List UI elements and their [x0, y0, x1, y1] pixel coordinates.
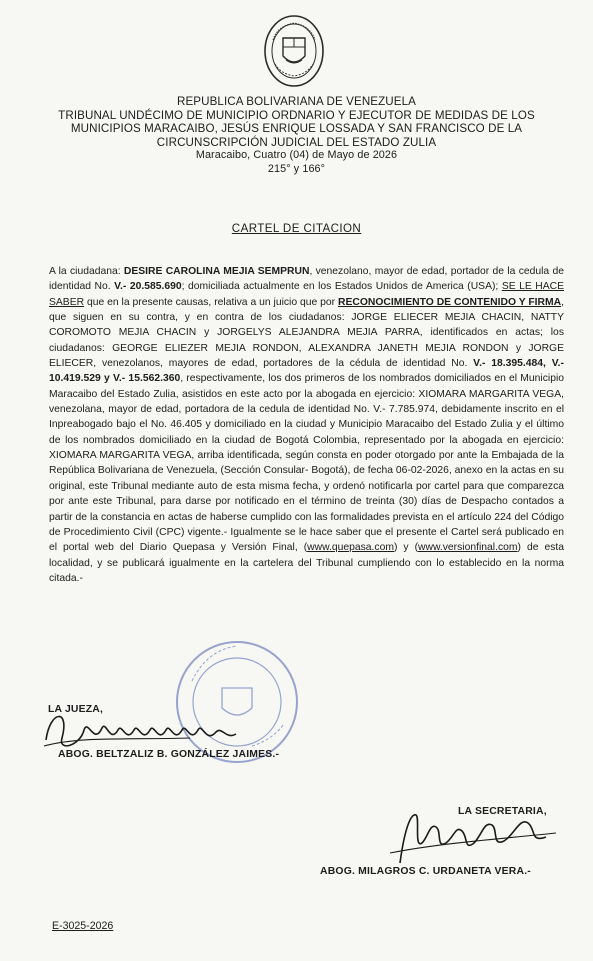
defendant-name: DESIRE CAROLINA MEJIA SEMPRUN — [123, 266, 310, 277]
body-text: , que siguen en su contra, y en contra de los ciudadanos: JORGE ELIECER MEJIA CHACIN, NATTY COROMOTO MEJIA CHACIN y JORGELYS ALEJANDRA MEJIA PARRA, identificados en actas; los ciudadanos: GEORGE ELIEZER MEJIA RONDON, ALEXANDRA JANETH MEJIA RONDON y JORGE ELIECER, venezolanos, mayores de edad, portadores de la cédula de identidad No. — [49, 296, 564, 370]
secretary-name: ABOG. MILAGROS C. URDANETA VERA.- — [320, 866, 531, 877]
body-text: , respectivamente, los dos primeros de los nombrados domiciliados en el Municipio Maracaibo del Estado Zulia, asistidos en este acto por la abogada en ejercicio: XIOMARA MARGARITA VEGA, venezolana, mayor de edad, portadora de la cedula de identidad No. V.- 7.785.974, debidamente inscrito en el Inpreabogado bajo el No. 46.405 y domiciliado en la ciudad y Municipio Maracaibo del Estado Zulia y el último de los nombrados domiciliado en la ciudad de Bogotá Colombia, representado por la abogada en ejercicio: XIOMARA MARGARITA VEGA, arriba identificada, según consta en poder otorgado por ante la Embajada de la República Bolivariana de Venezuela, (Sección Consular- Bogotá), de fecha 06-02-2026, anexo en la actas en su original, este Tribunal mediante auto de esta misma fecha, y ordenó notificarla por cartel para que comparezca por ante este Tribunal, para darse por notificado en el término de treinta (30) días de Despacho contados a partir de la constancia en actas de haberse cumplido con las formalidades prevista en el artículo 224 del Código de Procedimiento Civil (CPC) vigente.- Igualmente se le hace saber que el presente el Cartel será publicado en el portal web del Diario Quepasa y Versión Final, ( — [49, 373, 565, 554]
header-country: REPUBLICA BOLIVARIANA DE VENEZUELA — [176, 95, 416, 108]
header-court-line3: CIRCUNSCRIPCIÓN JUDICIAL DEL ESTADO ZULIA — [156, 135, 437, 149]
plaintiff-ids: V.- 18.395.484, V.- 10.419.529 y V.- 15.562.360 — [49, 358, 564, 385]
body-text: ; domiciliada actualmente en los Estados Unidos de America (USA); — [181, 281, 502, 293]
body-text: , venezolano, mayor de edad, portador de la cedula de identidad No. — [49, 266, 564, 293]
document-title: CARTEL DE CITACION — [231, 222, 362, 235]
judge-name: ABOG. BELTZALIZ B. GONZÁLEZ JAIMES.- — [58, 749, 280, 760]
link-quepasa[interactable]: www.quepasa.com — [307, 542, 394, 554]
header-court-line2: MUNICIPIOS MARACAIBO, JESÚS ENRIQUE LOSSADA Y SAN FRANCISCO DE LA — [70, 122, 523, 136]
header-court-line1: TRIBUNAL UNDÉCIMO DE MUNICIPIO ORDNARIO Y EJECUTOR DE MEDIDAS DE LOS — [58, 108, 535, 122]
case-number: E-3025-2026 — [52, 920, 114, 932]
citation-body — [49, 264, 564, 586]
judge-label: LA JUEZA, — [48, 704, 104, 715]
secretary-label: LA SECRETARIA, — [458, 806, 547, 817]
defendant-id: V.- 20.585.690 — [114, 281, 182, 293]
coat-of-arms-seal — [263, 14, 325, 88]
court-header — [30, 95, 563, 177]
header-date: Maracaibo, Cuatro (04) de Mayo de 2026 — [195, 149, 398, 162]
header-years: 215° y 166° — [267, 162, 326, 175]
case-subject: RECONOCIMIENTO DE CONTENIDO Y FIRMA — [338, 296, 562, 308]
body-text: ) y ( — [393, 542, 419, 554]
body-text: que en la presente causas, relativa a un juicio que por — [84, 296, 339, 308]
notice-phrase: SE LE HACE SABER — [49, 281, 564, 308]
body-text: A la ciudadana: — [49, 266, 124, 277]
body-text: ) de esta localidad, y se publicará igualmente en la cartelera del Tribunal cumpliendo con lo establecido en la norma citada.- — [49, 542, 565, 584]
link-versionfinal[interactable]: www.versionfinal.com — [418, 542, 518, 554]
